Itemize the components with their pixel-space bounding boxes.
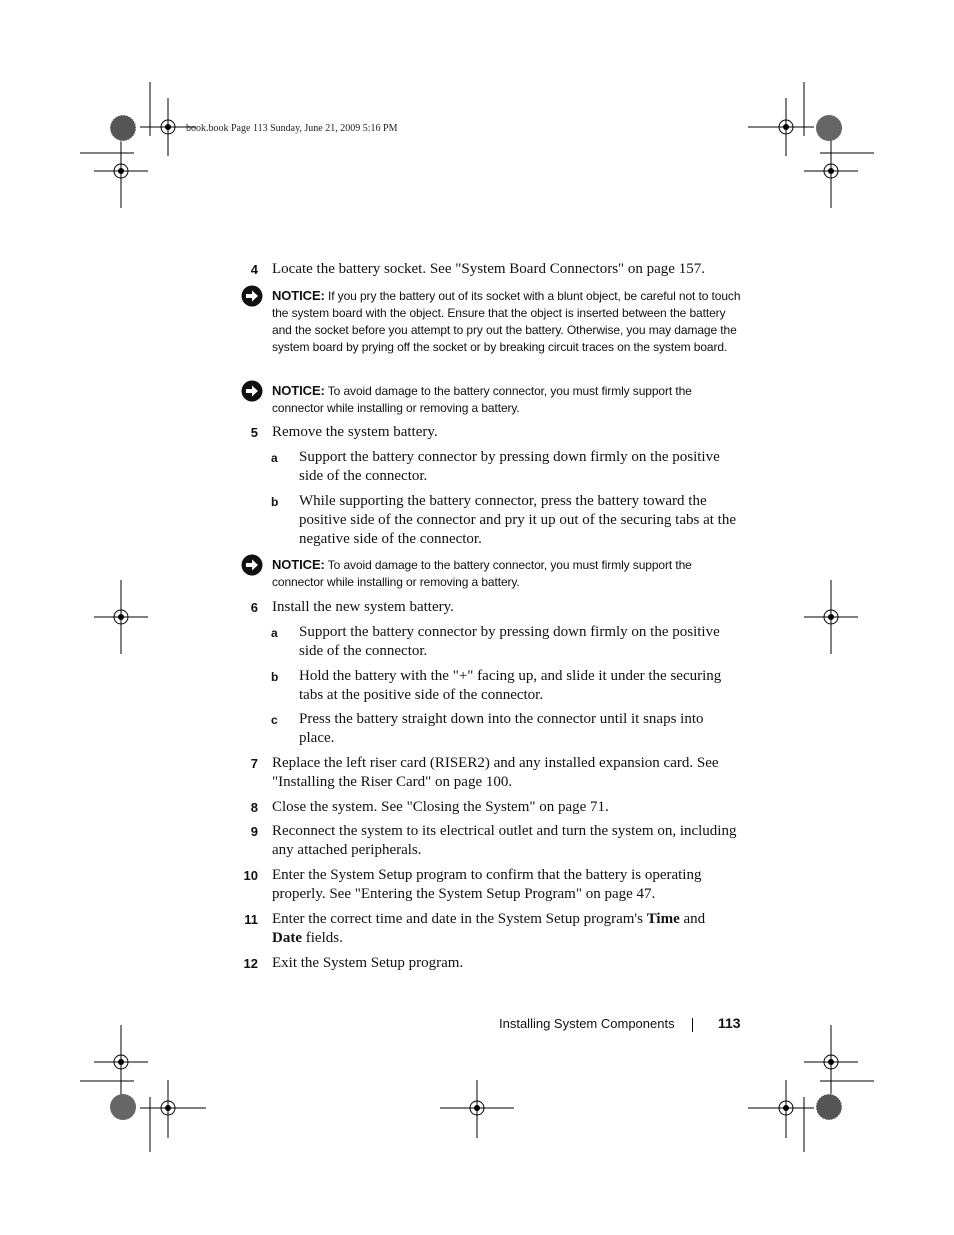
notice-label: NOTICE: [272,383,325,398]
step-number: 12 [243,956,258,971]
step-text: Locate the battery socket. See "System Board Connectors" on page 157. [272,261,705,277]
header-slug: book.book Page 113 Sunday, June 21, 2009 5:16 PM [186,123,398,134]
substep-text: Press the battery straight down into the connector until it snaps into place. [299,711,704,746]
footer-section-title: Installing System Components [499,1016,675,1031]
page-number: 113 [718,1015,741,1031]
notice-text: If you pry the battery out of its socket with a blunt object, be careful not to touch the system board with the object. Ensure that the object is inserted between the battery and the socket before you attempt to pry out the battery. Otherwise, you may damage the system board by prying off the socket or by breaking circuit traces on the system board. [272,289,741,354]
step-text: Exit the System Setup program. [272,955,464,971]
notice-arrow-icon [241,554,263,576]
notice-arrow-icon [241,380,263,402]
step-text: Enter the System Setup program to confirm that the battery is operating properly. See "Entering the System Setup Program" on page 47. [272,867,702,902]
step-text-part: fields. [302,930,343,946]
step-number: 10 [243,868,258,883]
step-text [272,910,738,948]
step-number: 8 [250,800,258,815]
field-name-date: Date [272,930,302,946]
substep-text: Support the battery connector by pressing down firmly on the positive side of the connector. [299,624,720,659]
substep-letter: a [271,626,278,640]
notice-block [272,287,742,356]
step-text-part: Enter the correct time and date in the System Setup program's [272,911,647,927]
step-number: 6 [250,600,258,615]
step-text-part: and [679,911,706,927]
substep-text: While supporting the battery connector, press the battery toward the positive side of the connector and pry it up out of the securing tabs at the negative side of the connector. [299,493,736,547]
footer-divider [692,1018,693,1032]
substep-letter: a [271,451,278,465]
step-text: Close the system. See "Closing the System" on page 71. [272,799,609,815]
substep-text: Support the battery connector by pressing down firmly on the positive side of the connector. [299,449,720,484]
substep-letter: b [271,495,279,509]
step-number: 11 [244,912,258,927]
substep-letter: c [271,713,278,727]
field-name-time: Time [646,911,680,927]
notice-text: To avoid damage to the battery connector, you must firmly support the connector while installing or removing a battery. [272,558,692,589]
notice-block [272,382,742,417]
step-number: 5 [250,425,258,440]
step-text: Install the new system battery. [272,599,454,615]
step-text: Replace the left riser card (RISER2) and any installed expansion card. See "Installing the Riser Card" on page 100. [272,755,719,790]
notice-text: To avoid damage to the battery connector, you must firmly support the connector while installing or removing a battery. [272,384,692,415]
step-text: Remove the system battery. [272,424,438,440]
step-number: 9 [250,824,258,839]
notice-arrow-icon [241,285,263,307]
substep-text: Hold the battery with the "+" facing up, and slide it under the securing tabs at the positive side of the connector. [299,668,722,703]
step-number: 4 [250,262,258,277]
notice-label: NOTICE: [272,557,325,572]
substep-letter: b [271,670,279,684]
step-text: Reconnect the system to its electrical outlet and turn the system on, including any attached peripherals. [272,823,737,858]
notice-block [272,556,742,591]
step-number: 7 [250,756,258,771]
notice-label: NOTICE: [272,288,325,303]
